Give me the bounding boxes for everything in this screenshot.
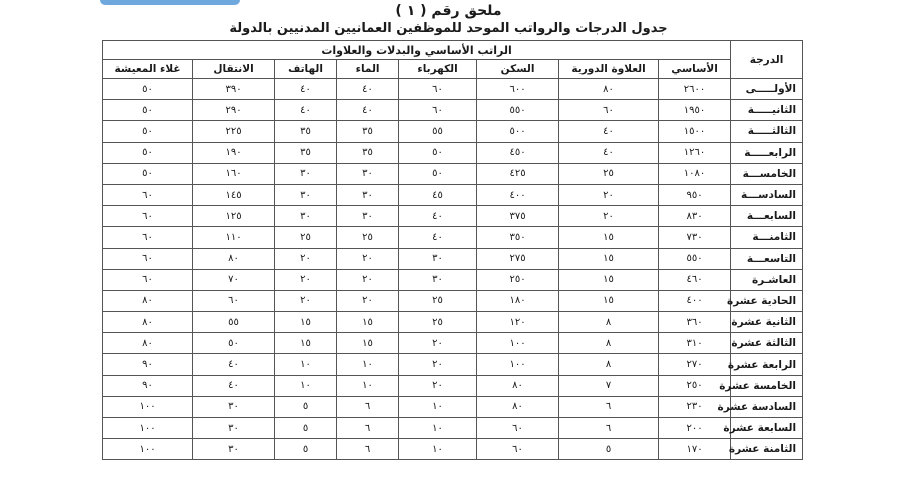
value-cell: ٤٥ xyxy=(399,184,477,205)
value-cell: ٤٥٠ xyxy=(477,142,559,163)
value-cell: ٦٠ xyxy=(103,206,193,227)
grade-cell: الرابعة عشرة xyxy=(731,354,803,375)
value-cell: ٥٠ xyxy=(103,100,193,121)
value-cell: ٤٠ xyxy=(193,375,275,396)
table-row xyxy=(103,227,803,248)
value-cell: ١٠٠ xyxy=(477,333,559,354)
value-cell: ١٠٠ xyxy=(103,418,193,439)
value-cell: ٦٠ xyxy=(399,100,477,121)
value-cell: ٦ xyxy=(337,396,399,417)
table-row xyxy=(103,163,803,184)
table-row xyxy=(103,184,803,205)
value-cell: ٣٠ xyxy=(275,184,337,205)
value-cell: ١٥ xyxy=(559,227,659,248)
table-row xyxy=(103,248,803,269)
table-row xyxy=(103,79,803,100)
value-cell: ٥ xyxy=(275,418,337,439)
grade-cell: السابعة عشرة xyxy=(731,418,803,439)
value-cell: ٣٠ xyxy=(193,439,275,460)
value-cell: ٢٠ xyxy=(275,248,337,269)
value-cell: ٢٥ xyxy=(275,227,337,248)
table-row xyxy=(103,375,803,396)
table-row xyxy=(103,312,803,333)
value-cell: ٤٠ xyxy=(399,227,477,248)
value-cell: ٩٥٠ xyxy=(659,184,731,205)
grade-cell: الرابعـــــة xyxy=(731,142,803,163)
table-row xyxy=(103,100,803,121)
column-header: العلاوة الدورية xyxy=(559,60,659,79)
value-cell: ٦٠ xyxy=(559,100,659,121)
value-cell: ٦ xyxy=(559,396,659,417)
value-cell: ٨ xyxy=(559,354,659,375)
table-row xyxy=(103,269,803,290)
value-cell: ٢٠ xyxy=(399,375,477,396)
grade-cell: التاسعـــة xyxy=(731,248,803,269)
value-cell: ٣٥ xyxy=(275,142,337,163)
value-cell: ٥٥٠ xyxy=(477,100,559,121)
value-cell: ١٩٥٠ xyxy=(659,100,731,121)
value-cell: ٢٥٠ xyxy=(659,375,731,396)
value-cell: ٥ xyxy=(275,439,337,460)
value-cell: ١٤٥ xyxy=(193,184,275,205)
value-cell: ٥٠ xyxy=(399,142,477,163)
value-cell: ١٥ xyxy=(275,312,337,333)
value-cell: ١٠٠ xyxy=(103,396,193,417)
value-cell: ٨٠ xyxy=(103,333,193,354)
grade-cell: الثالثة عشرة xyxy=(731,333,803,354)
grade-cell: الثامنـــة xyxy=(731,227,803,248)
value-cell: ١٠ xyxy=(399,418,477,439)
value-cell: ٣٩٠ xyxy=(193,79,275,100)
column-header: الماء xyxy=(337,60,399,79)
table-row xyxy=(103,396,803,417)
value-cell: ٢٣٠ xyxy=(659,396,731,417)
value-cell: ٢٠ xyxy=(275,290,337,311)
value-cell: ٣٠ xyxy=(275,163,337,184)
table-row xyxy=(103,439,803,460)
header-row-columns xyxy=(103,60,803,79)
grade-cell: الثالثـــــة xyxy=(731,121,803,142)
value-cell: ٢٠ xyxy=(275,269,337,290)
value-cell: ٦٠ xyxy=(103,269,193,290)
value-cell: ٣٠ xyxy=(193,396,275,417)
value-cell: ٨ xyxy=(559,333,659,354)
value-cell: ٥٠ xyxy=(399,163,477,184)
value-cell: ٢٠ xyxy=(337,248,399,269)
table-row xyxy=(103,333,803,354)
value-cell: ٤٠ xyxy=(193,354,275,375)
value-cell: ١١٠ xyxy=(193,227,275,248)
value-cell: ٨ xyxy=(559,312,659,333)
value-cell: ٢٩٠ xyxy=(193,100,275,121)
grade-cell: الخامسة عشرة xyxy=(731,375,803,396)
table-row xyxy=(103,354,803,375)
value-cell: ٥٥٠ xyxy=(659,248,731,269)
value-cell: ٤٠ xyxy=(337,79,399,100)
value-cell: ٢٠ xyxy=(337,290,399,311)
value-cell: ٨٠ xyxy=(477,396,559,417)
value-cell: ٤٠٠ xyxy=(477,184,559,205)
column-header: غلاء المعيشة xyxy=(103,60,193,79)
table-header xyxy=(103,41,803,79)
value-cell: ٣٥ xyxy=(275,121,337,142)
value-cell: ٢٥ xyxy=(399,290,477,311)
value-cell: ٤٠ xyxy=(275,100,337,121)
value-cell: ٦٠ xyxy=(399,79,477,100)
value-cell: ٢٧٠ xyxy=(659,354,731,375)
value-cell: ٦٠ xyxy=(103,227,193,248)
value-cell: ٣٠ xyxy=(337,184,399,205)
value-cell: ٥٠ xyxy=(103,79,193,100)
column-header: الأساسي xyxy=(659,60,731,79)
document-title: جدول الدرجات والرواتب الموحد للموظفين العمانيين المدنيين بالدولة xyxy=(229,21,668,36)
table-row xyxy=(103,142,803,163)
value-cell: ١٠٠ xyxy=(477,354,559,375)
value-cell: ١٠٨٠ xyxy=(659,163,731,184)
value-cell: ١٠ xyxy=(275,375,337,396)
value-cell: ١٧٠ xyxy=(659,439,731,460)
value-cell: ١٢٥ xyxy=(193,206,275,227)
value-cell: ٤٠ xyxy=(399,206,477,227)
grade-cell: الحادية عشرة xyxy=(731,290,803,311)
table-row xyxy=(103,206,803,227)
value-cell: ٣٠ xyxy=(399,269,477,290)
value-cell: ٢٥ xyxy=(559,163,659,184)
value-cell: ٤٦٠ xyxy=(659,269,731,290)
value-cell: ٨٣٠ xyxy=(659,206,731,227)
value-cell: ٦٠٠ xyxy=(477,79,559,100)
column-header: الهاتف xyxy=(275,60,337,79)
value-cell: ١٢٠ xyxy=(477,312,559,333)
value-cell: ١٥ xyxy=(275,333,337,354)
value-cell: ١٥ xyxy=(559,248,659,269)
value-cell: ٦ xyxy=(337,418,399,439)
grade-cell: العاشـرة xyxy=(731,269,803,290)
value-cell: ٦٠ xyxy=(193,290,275,311)
value-cell: ٢٢٥ xyxy=(193,121,275,142)
value-cell: ١٠ xyxy=(337,375,399,396)
value-cell: ٢٠ xyxy=(399,333,477,354)
value-cell: ٣٥ xyxy=(337,121,399,142)
value-cell: ١٦٠ xyxy=(193,163,275,184)
value-cell: ١٠ xyxy=(275,354,337,375)
value-cell: ٩٠ xyxy=(103,354,193,375)
value-cell: ١٠٠ xyxy=(103,439,193,460)
value-cell: ٦٠ xyxy=(103,184,193,205)
column-header: السكن xyxy=(477,60,559,79)
header-row-group xyxy=(103,41,803,60)
value-cell: ٣٠ xyxy=(275,206,337,227)
value-cell: ٥٠ xyxy=(103,121,193,142)
value-cell: ٢٠ xyxy=(399,354,477,375)
value-cell: ٦٠ xyxy=(477,439,559,460)
value-cell: ٥٥ xyxy=(399,121,477,142)
value-cell: ٧ xyxy=(559,375,659,396)
value-cell: ٣١٠ xyxy=(659,333,731,354)
value-cell: ٣٧٥ xyxy=(477,206,559,227)
value-cell: ٢٥ xyxy=(337,227,399,248)
value-cell: ٥ xyxy=(559,439,659,460)
value-cell: ٢٧٥ xyxy=(477,248,559,269)
value-cell: ٤٠٠ xyxy=(659,290,731,311)
value-cell: ٢٠ xyxy=(337,269,399,290)
annex-label: ملحق رقم ( ١ ) xyxy=(395,3,502,19)
grade-column-header: الدرجة xyxy=(731,41,803,79)
value-cell: ٨٠ xyxy=(193,248,275,269)
value-cell: ٢٠٠ xyxy=(659,418,731,439)
value-cell: ١٥ xyxy=(337,312,399,333)
table-row xyxy=(103,121,803,142)
value-cell: ٢٠ xyxy=(559,206,659,227)
grade-cell: السابعـــة xyxy=(731,206,803,227)
table-body xyxy=(103,79,803,460)
value-cell: ١٥ xyxy=(559,290,659,311)
value-cell: ٢٦٠٠ xyxy=(659,79,731,100)
value-cell: ١٥ xyxy=(337,333,399,354)
column-header: الانتقال xyxy=(193,60,275,79)
grade-cell: السادســـة xyxy=(731,184,803,205)
grade-cell: الأولـــــى xyxy=(731,79,803,100)
value-cell: ٢٥ xyxy=(399,312,477,333)
value-cell: ١٩٠ xyxy=(193,142,275,163)
value-cell: ٥ xyxy=(275,396,337,417)
value-cell: ٥٥ xyxy=(193,312,275,333)
value-cell: ٦٠ xyxy=(477,418,559,439)
value-cell: ٥٠ xyxy=(103,142,193,163)
value-cell: ٢٠ xyxy=(559,184,659,205)
value-cell: ٤٠ xyxy=(275,79,337,100)
value-cell: ٣٥ xyxy=(337,142,399,163)
value-cell: ٣٥٠ xyxy=(477,227,559,248)
value-cell: ٤٢٥ xyxy=(477,163,559,184)
value-cell: ٣٠ xyxy=(337,206,399,227)
value-cell: ٤٠ xyxy=(337,100,399,121)
table-row xyxy=(103,418,803,439)
grade-cell: الثامنة عشرة xyxy=(731,439,803,460)
value-cell: ١٨٠ xyxy=(477,290,559,311)
value-cell: ٤٠ xyxy=(559,142,659,163)
value-cell: ٢٥٠ xyxy=(477,269,559,290)
value-cell: ٦٠ xyxy=(103,248,193,269)
salary-group-header: الراتب الأساسي والبدلات والعلاوات xyxy=(103,41,731,60)
value-cell: ٤٠ xyxy=(559,121,659,142)
value-cell: ٨٠ xyxy=(559,79,659,100)
value-cell: ١٠ xyxy=(399,396,477,417)
grade-cell: الخامســـة xyxy=(731,163,803,184)
value-cell: ٧٠ xyxy=(193,269,275,290)
value-cell: ٥٠ xyxy=(193,333,275,354)
value-cell: ١٥ xyxy=(559,269,659,290)
value-cell: ٥٠ xyxy=(103,163,193,184)
value-cell: ٣٦٠ xyxy=(659,312,731,333)
value-cell: ٨٠ xyxy=(477,375,559,396)
grade-cell: الثانيـــــة xyxy=(731,100,803,121)
value-cell: ٦ xyxy=(337,439,399,460)
table-row xyxy=(103,290,803,311)
value-cell: ٦ xyxy=(559,418,659,439)
value-cell: ١٢٦٠ xyxy=(659,142,731,163)
value-cell: ٨٠ xyxy=(103,312,193,333)
salary-table xyxy=(102,40,803,460)
value-cell: ٣٠ xyxy=(399,248,477,269)
value-cell: ٥٠٠ xyxy=(477,121,559,142)
grade-cell: السادسة عشرة xyxy=(731,396,803,417)
value-cell: ٧٣٠ xyxy=(659,227,731,248)
value-cell: ٨٠ xyxy=(103,290,193,311)
value-cell: ١٥٠٠ xyxy=(659,121,731,142)
value-cell: ٩٠ xyxy=(103,375,193,396)
value-cell: ٣٠ xyxy=(193,418,275,439)
value-cell: ١٠ xyxy=(337,354,399,375)
grade-cell: الثانية عشرة xyxy=(731,312,803,333)
value-cell: ٣٠ xyxy=(337,163,399,184)
value-cell: ١٠ xyxy=(399,439,477,460)
column-header: الكهرباء xyxy=(399,60,477,79)
